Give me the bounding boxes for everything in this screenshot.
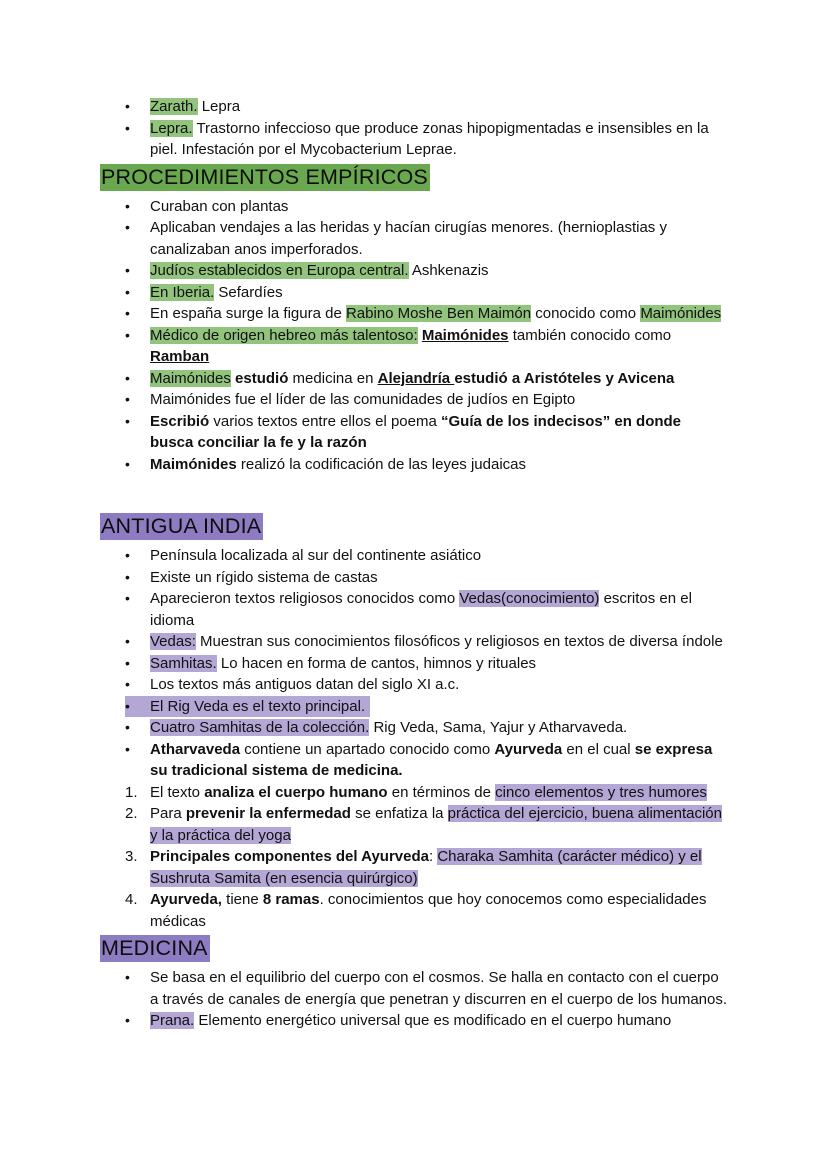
bullet-glyph-icon: • <box>125 676 130 692</box>
item-text <box>150 588 728 631</box>
bullet-marker <box>125 739 150 782</box>
text-run: 8 ramas <box>262 891 320 908</box>
bullet-glyph-icon: • <box>125 969 130 985</box>
text-run: Lepra. <box>150 119 193 137</box>
item-text <box>150 696 365 718</box>
text-run: Lepra <box>197 98 241 115</box>
bullet-item <box>125 196 728 218</box>
text-run: se expresa su tradicional sistema de medicina. <box>150 740 713 779</box>
text-run: Se basa en el equilibrio del cuerpo con el cosmos. Se halla en contacto con el cuerpo a través de canales de energía que penetran y discurren en el cuerpo de los humanos. <box>150 969 728 1008</box>
text-run: Principales componentes del Ayurveda <box>150 848 429 865</box>
item-text <box>150 325 728 368</box>
bullet-marker <box>125 967 150 1010</box>
text-run: “Guía de los indecisos” en donde busca conciliar la fe y la razón <box>150 412 682 451</box>
item-text <box>150 631 728 653</box>
text-run: realizó la codificación de las leyes judaicas <box>236 455 527 473</box>
bullet-item <box>125 217 728 260</box>
bullet-marker <box>125 118 150 161</box>
bullet-marker <box>125 454 150 476</box>
item-text <box>150 196 728 218</box>
text-run: Ayurveda, <box>150 891 222 908</box>
text-run: escritos en el idioma <box>150 590 692 629</box>
bullet-item <box>125 282 728 304</box>
bullet-marker <box>125 196 150 218</box>
numbered-item <box>125 846 728 889</box>
text-run: Lo hacen en forma de cantos, himnos y rituales <box>216 654 537 672</box>
text-run: Existe un rígido sistema de castas <box>150 568 378 586</box>
item-text <box>150 368 728 390</box>
text-run: Maimónides <box>640 305 722 322</box>
item-text <box>150 545 728 567</box>
bullet-glyph-icon: • <box>125 119 130 136</box>
bullet-item <box>125 411 728 454</box>
bullet-marker <box>125 411 150 454</box>
bullet-marker <box>125 674 150 696</box>
bullet-marker <box>125 389 150 411</box>
bullet-item <box>125 389 728 411</box>
bullet-glyph-icon: • <box>125 590 130 606</box>
bullet-item <box>125 454 728 476</box>
bullet-item <box>125 1010 728 1032</box>
text-run: Península localizada al sur del continente asiático <box>150 547 482 564</box>
bullet-glyph-icon: • <box>125 391 130 407</box>
bullet-marker <box>125 567 150 589</box>
item-text <box>150 739 728 782</box>
bullet-item <box>125 260 728 282</box>
bullet-glyph-icon: • <box>125 547 130 563</box>
bullet-glyph-icon: • <box>125 262 130 278</box>
text-run: Charaka Samhita (carácter médico) y el Sushruta Samita (en esencia quirúrgico) <box>150 848 702 887</box>
bullet-glyph-icon: • <box>125 633 130 649</box>
bullet-glyph-icon: • <box>125 455 130 472</box>
bullet-item <box>125 717 728 739</box>
text-run: Maimónides <box>150 369 231 387</box>
bullet-glyph-icon: • <box>125 326 130 343</box>
text-run: Rabino Moshe Ben Maimón <box>345 305 532 322</box>
item-text <box>150 96 728 118</box>
text-run: se enfatiza la <box>350 805 448 822</box>
text-run: estudió <box>235 369 289 387</box>
text-run: Alejandría <box>377 369 455 387</box>
bullet-item <box>125 118 728 161</box>
bullet-marker <box>125 653 150 675</box>
text-run: Aparecieron textos religiosos conocidos como <box>150 590 460 607</box>
number-marker: 4. <box>125 891 138 908</box>
section-heading-text: MEDICINA <box>101 936 208 960</box>
numbered-item <box>125 889 728 932</box>
text-run: Médico de origen hebreo más talentoso: <box>150 326 418 344</box>
text-run: En españa surge la figura de <box>150 305 346 322</box>
text-run: tiene <box>221 891 263 908</box>
bullet-item <box>125 303 728 325</box>
bullet-glyph-icon: • <box>125 283 130 300</box>
bullet-glyph-icon: • <box>125 219 130 235</box>
text-run: Trastorno infeccioso que produce zonas hipopigmentadas e insensibles en la piel. Infestación por el Mycobacterium Leprae. <box>150 119 709 158</box>
text-run: : <box>428 848 438 865</box>
bullet-item <box>125 96 728 118</box>
text-run: Cuatro Samhitas de la colección. <box>150 719 370 736</box>
numbered-item <box>125 782 728 804</box>
bullet-marker <box>125 282 150 304</box>
text-run: . conocimientos que hoy conocemos como especialidades médicas <box>150 891 707 930</box>
bullet-glyph-icon: • <box>125 719 130 735</box>
bullet-glyph-icon: • <box>125 697 130 714</box>
text-run: Vedas: <box>150 633 196 650</box>
bullet-item <box>125 588 728 631</box>
bullet-marker <box>125 588 150 631</box>
bullet-glyph-icon: • <box>125 369 130 386</box>
bullet-item <box>125 368 728 390</box>
bullet-marker <box>125 96 150 118</box>
bullet-marker <box>125 631 150 653</box>
bullet-marker <box>125 696 150 718</box>
section-heading-text: ANTIGUA INDIA <box>101 514 262 538</box>
text-run: Atharvaveda <box>150 740 241 758</box>
item-text <box>150 118 728 161</box>
text-run: Escribió <box>150 412 210 430</box>
item-text <box>150 967 728 1010</box>
item-text <box>150 674 728 696</box>
text-run: también conocido como <box>508 326 672 344</box>
text-run: Curaban con plantas <box>150 197 289 215</box>
bullet-glyph-icon: • <box>125 568 130 585</box>
item-text <box>150 260 728 282</box>
numbered-item <box>125 803 728 846</box>
item-text <box>150 803 728 846</box>
text-run: Prana. <box>150 1012 195 1029</box>
item-text <box>150 411 728 454</box>
bullet-marker <box>125 717 150 739</box>
text-run: conocido como <box>531 305 641 322</box>
text-run: Maimónides <box>421 326 509 344</box>
text-run: Ramban <box>150 348 210 365</box>
text-run: En Iberia. <box>150 283 215 301</box>
bullet-glyph-icon: • <box>125 305 130 321</box>
bullet-item <box>125 631 728 653</box>
item-text <box>150 846 728 889</box>
text-run: Ayurveda <box>494 740 563 758</box>
bullet-item <box>125 545 728 567</box>
bullet-glyph-icon: • <box>125 1012 130 1028</box>
bullet-glyph-icon: • <box>125 98 130 114</box>
bullet-item <box>125 696 370 718</box>
text-run: práctica del ejercicio, buena alimentación y la práctica del yoga <box>150 805 722 844</box>
bullet-marker <box>125 303 150 325</box>
text-run: prevenir la enfermedad <box>185 805 351 822</box>
item-text <box>150 782 728 804</box>
text-run: Vedas(conocimiento) <box>459 590 600 607</box>
section-heading <box>100 164 728 191</box>
bullet-marker <box>125 1010 150 1032</box>
text-run: analiza el cuerpo humano <box>204 783 388 801</box>
item-text <box>150 653 728 675</box>
section-heading <box>100 513 728 540</box>
text-run: El Rig Veda es el texto principal. <box>150 697 366 715</box>
item-text <box>150 454 728 476</box>
bullet-glyph-icon: • <box>125 654 130 671</box>
text-run: Maimónides fue el líder de las comunidades de judíos en Egipto <box>150 391 576 408</box>
bullet-glyph-icon: • <box>125 740 130 757</box>
bullet-marker <box>125 545 150 567</box>
bullet-marker <box>125 368 150 390</box>
bullet-marker <box>125 325 150 368</box>
text-run: varios textos entre ellos el poema <box>209 412 441 430</box>
bullet-glyph-icon: • <box>125 197 130 214</box>
text-run: Rig Veda, Sama, Yajur y Atharvaveda. <box>369 719 628 736</box>
text-run: Para <box>150 805 186 822</box>
text-run: Samhitas. <box>150 654 217 672</box>
bullet-item <box>125 674 728 696</box>
text-run: El texto <box>150 783 205 801</box>
number-marker: 1. <box>125 783 138 801</box>
text-run: Elemento energético universal que es modificado en el cuerpo humano <box>194 1012 672 1029</box>
bullet-item <box>125 739 728 782</box>
text-run: Los textos más antiguos datan del siglo XI a.c. <box>150 676 460 693</box>
text-run: en el cual <box>562 740 635 758</box>
item-text <box>150 889 728 932</box>
bullet-marker <box>125 260 150 282</box>
text-run: estudió a Aristóteles y Avicena <box>454 369 675 387</box>
item-text <box>150 717 728 739</box>
text-run: contiene un apartado conocido como <box>240 740 495 758</box>
text-run: Ashkenazis <box>408 262 489 279</box>
text-run: Aplicaban vendajes a las heridas y hacían cirugías menores. (hernioplastias y canalizaban anos imperforados. <box>150 219 667 258</box>
item-text <box>150 282 728 304</box>
item-text <box>150 217 728 260</box>
item-text <box>150 567 728 589</box>
bullet-item <box>125 325 728 368</box>
bullet-marker <box>125 217 150 260</box>
text-run: Zarath. <box>150 98 198 115</box>
bullet-item <box>125 567 728 589</box>
text-run: Maimónides <box>150 455 237 473</box>
bullet-item <box>125 653 728 675</box>
bullet-item <box>125 967 728 1010</box>
section-heading <box>100 935 728 962</box>
item-text <box>150 389 728 411</box>
text-run: medicina en <box>288 369 378 387</box>
text-run: Muestran sus conocimientos filosóficos y religiosos en textos de diversa índole <box>195 633 723 650</box>
number-marker: 2. <box>125 805 138 822</box>
item-text <box>150 1010 728 1032</box>
text-run: Judíos establecidos en Europa central. <box>150 262 409 279</box>
number-marker: 3. <box>125 848 138 865</box>
text-run: en términos de <box>387 783 496 801</box>
item-text <box>150 303 728 325</box>
text-run: cinco elementos y tres humores <box>495 783 707 801</box>
bullet-glyph-icon: • <box>125 412 130 429</box>
section-heading-text: PROCEDIMIENTOS EMPÍRICOS <box>101 164 428 189</box>
text-run: Sefardíes <box>214 283 283 301</box>
